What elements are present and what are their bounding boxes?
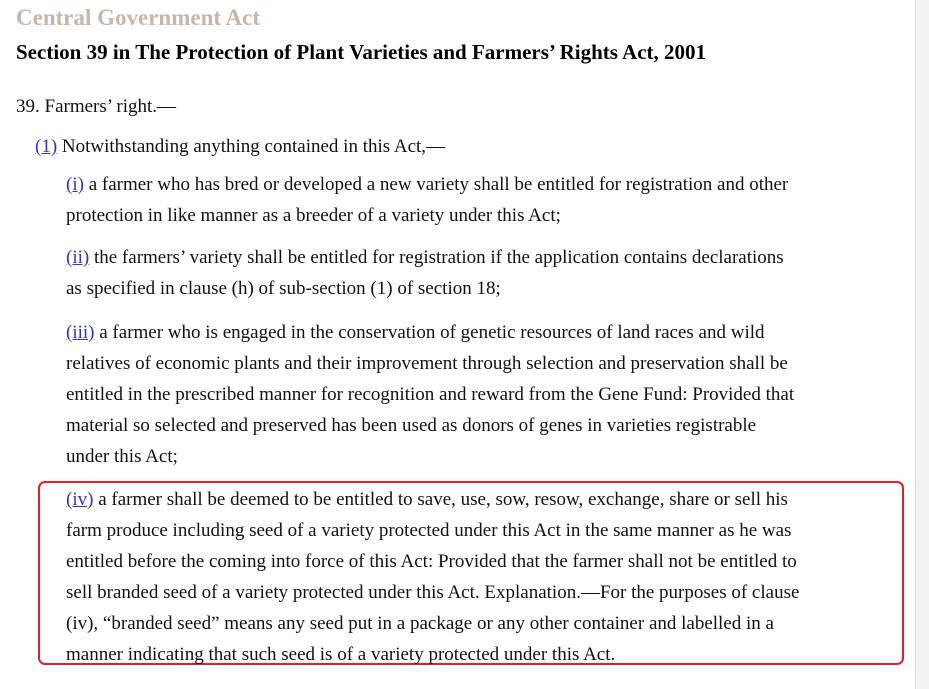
clause-iv-line-6: manner indicating that such seed is of a variety protected under this Act.	[66, 644, 616, 665]
clause-iii-link[interactable]: (iii)	[66, 322, 95, 343]
page-title: Section 39 in The Protection of Plant Varieties and Farmers’ Rights Act, 2001	[16, 40, 707, 64]
doc-source-label: Central Government Act	[16, 5, 260, 30]
clause-i	[66, 169, 788, 231]
clause-iii-line-1: a farmer who is engaged in the conservation of genetic resources of land races and wild	[94, 322, 765, 343]
clause-i-link[interactable]: (i)	[66, 174, 84, 195]
clause-iv-link[interactable]: (iv)	[66, 489, 94, 510]
clause-ii-link[interactable]: (ii)	[66, 247, 90, 268]
clause-i-line-2: protection in like manner as a breeder of a variety under this Act;	[66, 205, 561, 226]
clause-iv-line-4: sell branded seed of a variety protected under this Act. Explanation.—For the purposes of clause	[66, 582, 800, 603]
clause-iv-line-3: entitled before the coming into force of this Act: Provided that the farmer shall not be entitled to	[66, 551, 797, 572]
clause-iv-line-2: farm produce including seed of a variety protected under this Act in the same manner as he was	[66, 520, 792, 541]
clause-iii-line-4: material so selected and preserved has been used as donors of genes in varieties registrable	[66, 415, 757, 436]
subsection-1	[35, 131, 445, 162]
clause-iv-line-5: (iv), “branded seed” means any seed put in a package or any other container and labelled in a	[66, 613, 774, 634]
clause-iii	[66, 317, 794, 472]
clause-iv-line-1: a farmer shall be deemed to be entitled to save, use, sow, resow, exchange, share or sell his	[93, 489, 788, 510]
section-heading: 39. Farmers’ right.—	[16, 96, 177, 117]
subsection-1-text: Notwithstanding anything contained in this Act,—	[57, 136, 446, 157]
clause-ii-line-1: the farmers’ variety shall be entitled for registration if the application contains declarations	[89, 247, 784, 268]
clause-iii-line-5: under this Act;	[66, 446, 178, 467]
subsection-1-link[interactable]: (1)	[35, 136, 58, 157]
clause-ii-line-2: as specified in clause (h) of sub-section (1) of section 18;	[66, 278, 501, 299]
clause-ii	[66, 242, 784, 304]
clause-iv	[66, 484, 799, 670]
clause-iii-line-3: entitled in the prescribed manner for recognition and reward from the Gene Fund: Provided that	[66, 384, 795, 405]
clause-iii-line-2: relatives of economic plants and their improvement through selection and preservation shall be	[66, 353, 788, 374]
window-edge	[915, 0, 929, 689]
clause-i-line-1: a farmer who has bred or developed a new variety shall be entitled for registration and other	[83, 174, 789, 195]
